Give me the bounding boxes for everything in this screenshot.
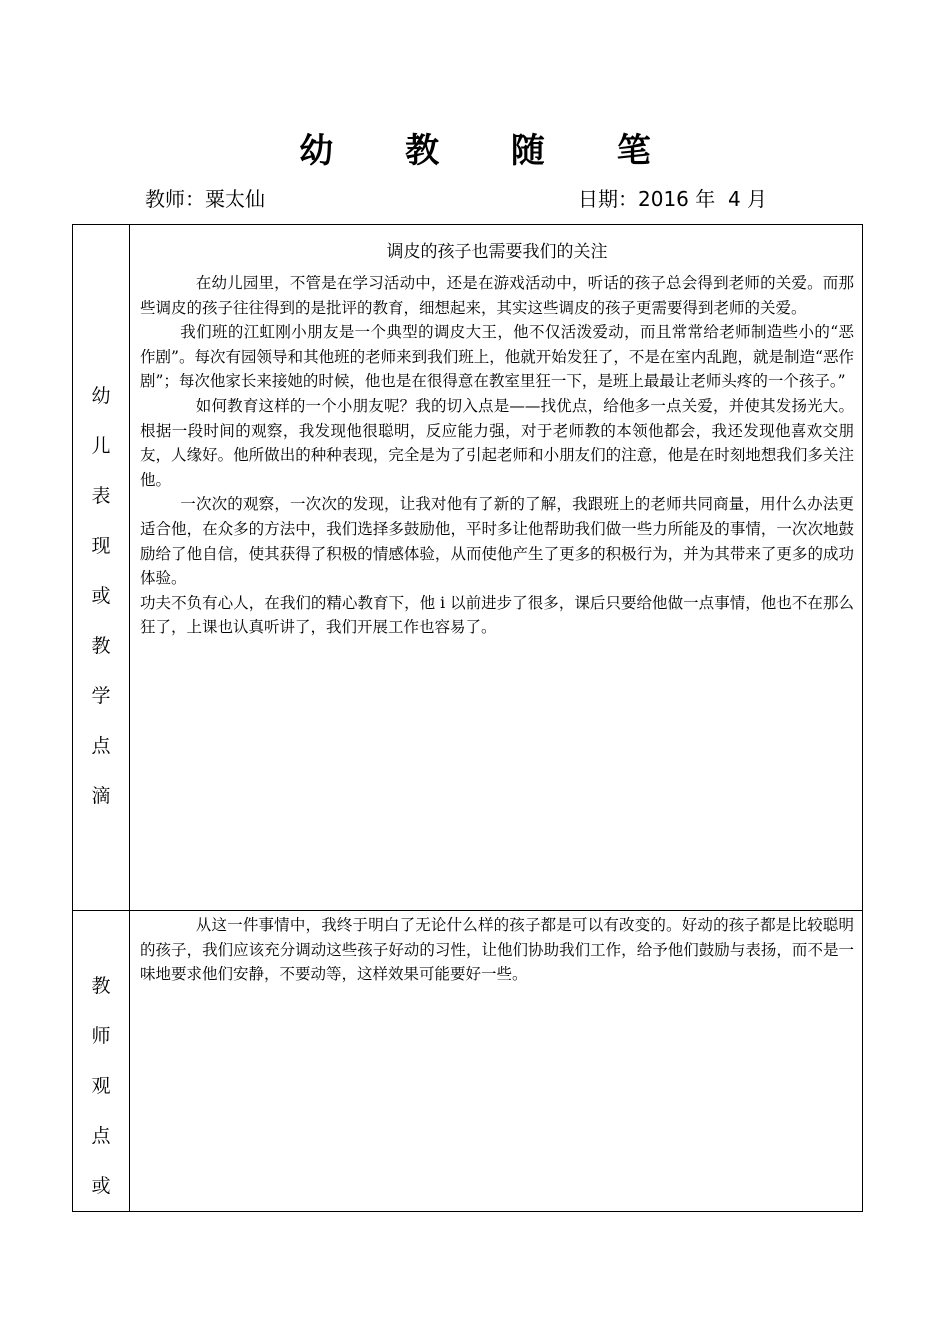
viewpoint-label [73, 911, 129, 1211]
viewpoint-row [73, 911, 863, 1212]
record-date: 日期：2016 年 4 月 [578, 187, 768, 211]
observation-row [73, 225, 863, 911]
paragraph: 一次次的观察，一次次的发现，让我对他有了新的了解，我跟班上的老师共同商量，用什么办法更适合他，在众多的方法中，我们选择多鼓励他，平时多让他帮助我们做一些力所能及的事情，一次次地鼓励给了他自信，使其获得了积极的情感体验，从而使他产生了更多的积极行为，并为其带来了更多的成功体验。 [140, 495, 854, 588]
label-char: 幼 [91, 385, 111, 407]
label-char: 或 [91, 1175, 111, 1197]
viewpoint-content [130, 911, 862, 987]
viewpoint-content-cell [130, 911, 863, 1212]
label-char: 或 [91, 585, 111, 607]
label-char: 滴 [91, 785, 111, 807]
article-title: 调皮的孩子也需要我们的关注 [386, 242, 608, 262]
label-char: 现 [91, 535, 111, 557]
observation-content-cell [130, 225, 863, 911]
label-char: 表 [91, 485, 111, 507]
paragraph: 在幼儿园里，不管是在学习活动中，还是在游戏活动中，听话的孩子总会得到老师的关爱。而那些调皮的孩子往往得到的是批评的教育，细想起来，其实这些调皮的孩子更需要得到老师的关爱。 [140, 274, 854, 317]
label-char: 教 [91, 975, 111, 997]
observation-label [73, 225, 129, 821]
label-char: 教 [91, 635, 111, 657]
teacher-name: 教师：粟太仙 [145, 187, 265, 211]
viewpoint-label-cell [73, 911, 130, 1212]
paragraph: 功夫不负有心人，在我们的精心教育下，他 i 以前进步了很多，课后只要给他做一点事情，他也不在那么狂了，上课也认真听讲了，我们开展工作也容易了。 [140, 593, 854, 637]
label-char: 点 [91, 1125, 111, 1147]
label-char: 师 [91, 1025, 111, 1047]
label-char: 学 [91, 685, 111, 707]
document-title: 幼 教 随 笔 [299, 131, 681, 171]
label-char: 儿 [91, 435, 111, 457]
observation-label-cell [73, 225, 130, 911]
label-char: 点 [91, 735, 111, 757]
paragraph: 从这一件事情中，我终于明白了无论什么样的孩子都是可以有改变的。好动的孩子都是比较聪明的孩子，我们应该充分调动这些孩子好动的习性，让他们协助我们工作，给予他们鼓励与表扬，而不是一味地要求他们安静，不要动等，这样效果可能要好一些。 [140, 916, 854, 984]
paragraph: 如何教育这样的一个小朋友呢？我的切入点是——找优点，给他多一点关爱，并使其发扬光大。根据一段时间的观察，我发现他很聪明，反应能力强，对于老师教的本领他都会，我还发现他喜欢交朋友，人缘好。他所做出的种种表现，完全是为了引起老师和小朋友们的注意，他是在时刻地想我们多关注他。 [140, 396, 854, 489]
record-table [72, 224, 863, 1212]
paragraph: 我们班的江虹刚小朋友是一个典型的调皮大王，他不仅活泼爱动，而且常常给老师制造些小的“恶作剧”。每次有园领导和其他班的老师来到我们班上，他就开始发狂了，不是在室内乱跑，就是制造“恶作剧”；每次他家长来接她的时候，他也是在很得意在教室里狂一下，是班上最最让老师头疼的一个孩子。” [140, 323, 854, 391]
label-char: 观 [91, 1075, 111, 1097]
observation-content [130, 225, 862, 640]
